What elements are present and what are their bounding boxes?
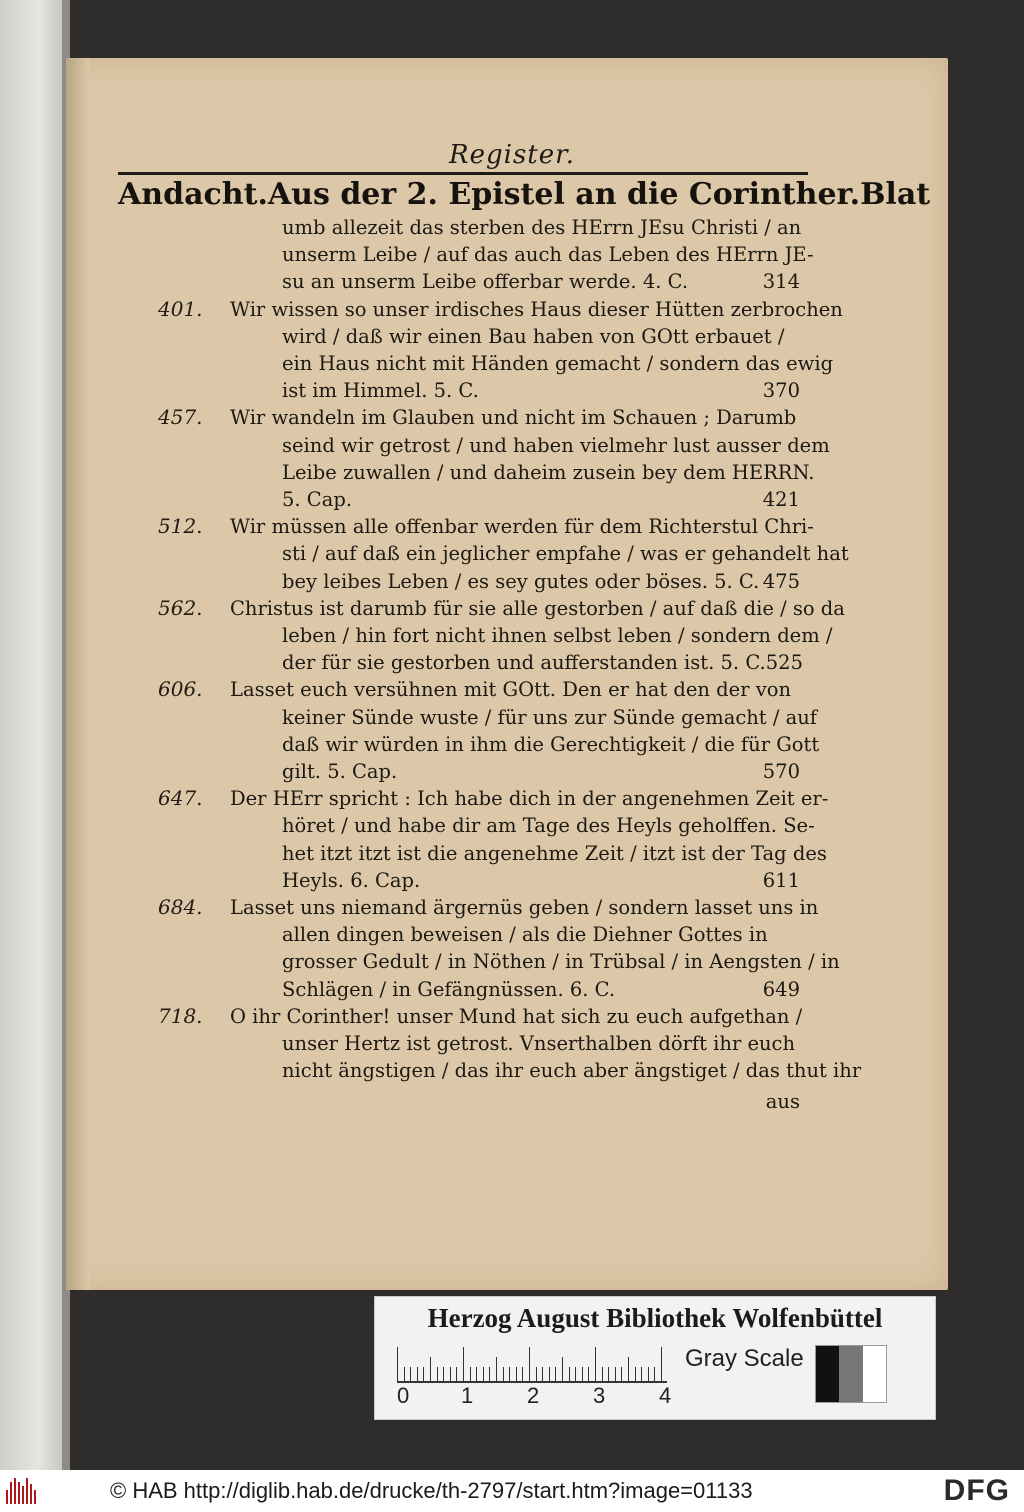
entry-text <box>230 894 840 1003</box>
page-reference: 370 <box>762 379 800 403</box>
entry-number: 606. <box>158 677 203 702</box>
ruler-tick <box>536 1367 537 1381</box>
ruler-tick <box>608 1367 609 1381</box>
entry-line: ein Haus nicht mit Händen gemacht / sondern das ewig <box>282 351 834 375</box>
ruler-tick <box>456 1367 457 1381</box>
page-reference: 525 <box>765 651 803 675</box>
catchword: aus <box>765 1090 800 1113</box>
swatch-gray <box>839 1346 862 1402</box>
page-reference: 475 <box>762 569 800 593</box>
ruler-tick <box>410 1367 411 1381</box>
ruler-tick <box>503 1367 504 1381</box>
ruler-number: 1 <box>461 1383 474 1408</box>
title-center: Aus der 2. Epistel an die Corinther. <box>267 176 861 212</box>
ruler-tick <box>595 1347 596 1381</box>
library-name: Herzog August Bibliothek Wolfenbüttel <box>427 1303 883 1333</box>
entry-line-text: ist im Himmel. 5. C. <box>282 379 479 403</box>
entry-text <box>230 214 814 296</box>
page-reference: 421 <box>762 487 800 511</box>
entry-line-text: su an unserm Leibe offerbar werde. 4. C. <box>282 270 689 294</box>
entry-line: allen dingen beweisen / als die Diehner Gottes in <box>282 923 768 947</box>
ruler-tick <box>443 1367 444 1381</box>
entry-text <box>230 296 843 405</box>
copyright-link[interactable]: © HAB http://diglib.hab.de/drucke/th-2797/start.htm?image=01133 <box>110 1478 753 1503</box>
entry-line: keiner Sünde wuste / für uns zur Sünde gemacht / auf <box>282 705 818 729</box>
entry-line: Wir müssen alle offenbar werden für dem Richterstul Chri- <box>230 515 814 539</box>
entry-line: Lasset euch versühnen mit GOtt. Den er hat den der von <box>230 678 792 702</box>
title-left: Andacht. <box>118 176 268 212</box>
ruler-numbers <box>397 1383 697 1411</box>
page-reference: 314 <box>762 270 800 294</box>
color-calibration-card <box>374 1296 936 1420</box>
ruler-tick <box>602 1367 603 1381</box>
ruler-number: 0 <box>397 1383 410 1408</box>
entry-line-text: nicht ängstigen / das ihr euch aber ängstiget / das thut ihr <box>282 1059 862 1083</box>
entry-line: Wir wissen so unser irdisches Haus dieser Hütten zerbrochen <box>230 297 843 321</box>
entry-line <box>230 486 800 513</box>
ruler-tick <box>450 1367 451 1381</box>
logo-bar <box>14 1478 16 1504</box>
ruler-tick <box>516 1367 517 1381</box>
ruler-tick <box>569 1367 570 1381</box>
ruler-tick <box>476 1367 477 1381</box>
swatch-black <box>816 1346 839 1402</box>
entry-text <box>230 676 820 785</box>
entry-line: umb allezeit das sterben des HErrn JEsu Christi / an <box>282 216 802 239</box>
ruler-number: 4 <box>659 1383 672 1408</box>
footer-bar <box>0 1470 1024 1512</box>
ruler-tick <box>483 1367 484 1381</box>
ruler-tick <box>430 1357 431 1381</box>
entry-line <box>230 976 800 1003</box>
entry-line: Christus ist darumb für sie alle gestorben / auf daß die / so da <box>230 596 845 620</box>
ruler-number: 3 <box>593 1383 606 1408</box>
entry-number: 562. <box>158 595 203 620</box>
entry-line-text: Schlägen / in Gefängnüssen. 6. C. <box>282 977 616 1001</box>
entry-number: 457. <box>158 405 203 430</box>
ruler-tick <box>661 1347 662 1381</box>
logo-bar <box>26 1478 28 1504</box>
entry-line: seind wir getrost / und haben vielmehr lust ausser dem <box>282 433 830 457</box>
page-spine-shadow <box>66 58 90 1290</box>
ruler-tick <box>397 1347 398 1381</box>
entry-line-text: 5. Cap. <box>282 487 353 511</box>
ruler-tick <box>648 1367 649 1381</box>
entry-line: Der HErr spricht : Ich habe dich in der angenehmen Zeit er- <box>230 787 829 811</box>
ruler-tick <box>621 1367 622 1381</box>
entry-number: 401. <box>158 296 203 321</box>
entry-line <box>230 867 800 894</box>
dfg-logo: DFG <box>943 1474 1010 1507</box>
entry-text <box>230 513 849 595</box>
entry-line: unser Hertz ist getrost. Vnserthalben dörft ihr euch <box>282 1031 796 1055</box>
logo-bar <box>10 1482 12 1504</box>
entry-text <box>230 404 830 513</box>
gray-scale-label: Gray Scale <box>685 1345 804 1372</box>
logo-bar <box>30 1484 32 1504</box>
ruler-tick <box>529 1347 530 1381</box>
entry-line: O ihr Corinther! unser Mund hat sich zu euch aufgethan / <box>230 1004 803 1028</box>
entry-line-text: der für sie gestorben und aufferstanden ist. 5. C. <box>282 651 766 675</box>
ruler-tick <box>555 1367 556 1381</box>
ruler-tick <box>423 1367 424 1381</box>
entry-line-text: Heyls. 6. Cap. <box>282 868 421 892</box>
ruler-tick <box>437 1367 438 1381</box>
ruler-tick <box>404 1367 405 1381</box>
page-reference: 570 <box>762 759 800 783</box>
entry-text <box>230 1003 862 1085</box>
page-reference: 611 <box>762 868 800 892</box>
ruler-tick <box>588 1367 589 1381</box>
entry-line <box>230 649 803 676</box>
entry-line: Lasset uns niemand ärgernüs geben / sondern lasset uns in <box>230 896 819 919</box>
entry-line-text: gilt. 5. Cap. <box>282 759 398 783</box>
entry-line: sti / auf daß ein jeglicher empfahe / was er gehandelt hat <box>282 542 849 566</box>
logo-bar <box>22 1486 24 1504</box>
entry-line <box>230 1057 862 1084</box>
ruler-tick <box>641 1367 642 1381</box>
entry-line <box>230 268 800 295</box>
scale-ruler <box>397 1345 667 1383</box>
logo-bar <box>6 1490 8 1504</box>
entry-line: grosser Gedult / in Nöthen / in Trübsal / in Aengsten / in <box>282 950 840 974</box>
ruler-tick <box>509 1367 510 1381</box>
entry-text <box>230 595 845 677</box>
adjacent-page-strip <box>0 0 70 1470</box>
entry-line: het itzt itzt ist die angenehme Zeit / itzt ist der Tag des <box>282 841 827 865</box>
ruler-tick <box>582 1367 583 1381</box>
swatch-white <box>863 1346 886 1402</box>
entry-line: höret / und habe dir am Tage des Heyls geholffen. Se- <box>282 814 815 838</box>
entry-line-text: bey leibes Leben / es sey gutes oder böses. 5. C. <box>282 569 760 593</box>
ruler-tick <box>470 1367 471 1381</box>
ruler-tick <box>496 1357 497 1381</box>
ruler-tick <box>615 1367 616 1381</box>
ruler-tick <box>562 1357 563 1381</box>
entry-line <box>230 568 800 595</box>
entry-line: wird / daß wir einen Bau haben von GOtt erbauet / <box>282 324 785 348</box>
title-right: Blat <box>860 176 931 212</box>
ruler-tick <box>654 1367 655 1381</box>
logo-bar <box>34 1490 36 1504</box>
gray-scale-swatches <box>815 1345 887 1403</box>
ruler-tick <box>463 1347 464 1381</box>
page-title <box>118 174 931 214</box>
logo-bar <box>18 1482 20 1504</box>
entry-number: 684. <box>158 895 203 919</box>
entry-line: Wir wandeln im Glauben und nicht im Schauen ; Darumb <box>230 406 797 430</box>
running-head: Register. <box>449 140 575 170</box>
entry-line: unserm Leibe / auf das auch das Leben des HErrn JE- <box>282 243 814 267</box>
ruler-tick <box>489 1367 490 1381</box>
page-reference: 649 <box>762 977 800 1001</box>
ruler-number: 2 <box>527 1383 540 1408</box>
ruler-tick <box>635 1367 636 1381</box>
hab-logo-icon <box>6 1478 40 1504</box>
ruler-tick <box>522 1367 523 1381</box>
ruler-tick <box>549 1367 550 1381</box>
entry-line: leben / hin fort nicht ihnen selbst leben / sondern dem / <box>282 623 833 647</box>
ruler-tick <box>542 1367 543 1381</box>
entry-number: 647. <box>158 786 203 811</box>
entry-number: 512. <box>158 514 203 539</box>
ruler-tick <box>628 1357 629 1381</box>
entry-text <box>230 785 829 894</box>
entry-line: Leibe zuwallen / und daheim zusein bey dem HERRN. <box>282 460 815 484</box>
entry-line <box>230 377 800 404</box>
entry-line: daß wir würden in ihm die Gerechtigkeit / die für Gott <box>282 732 820 756</box>
entry-number: 718. <box>158 1003 203 1028</box>
ruler-tick <box>575 1367 576 1381</box>
entry-line <box>230 758 800 785</box>
ruler-tick <box>417 1367 418 1381</box>
